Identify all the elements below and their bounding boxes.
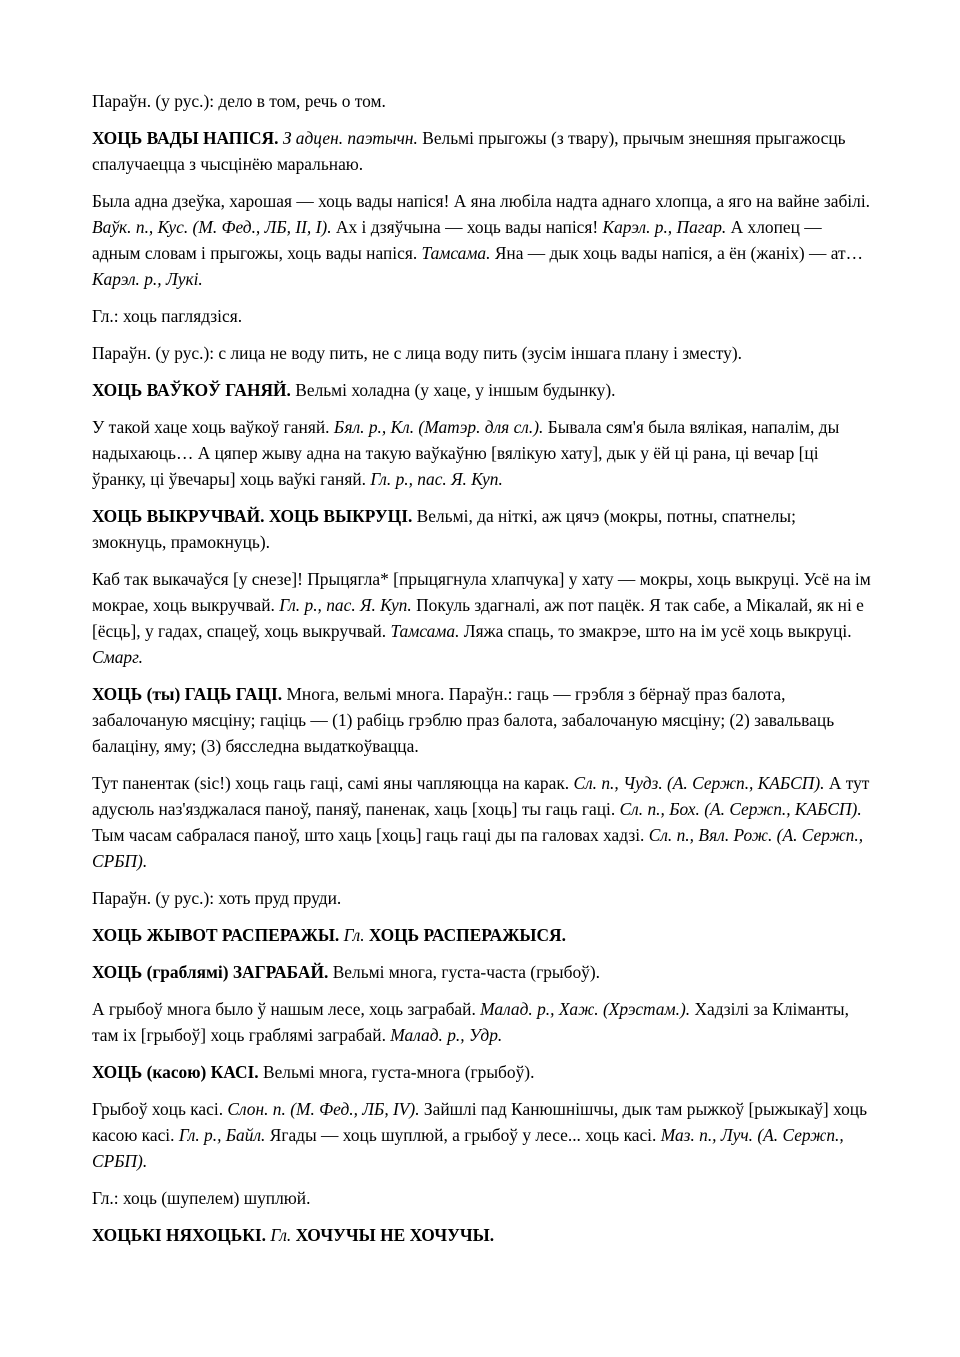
text-run: Тым часам сабралася паноў, што хаць [хоць] гаць гаці ды па галовах хадзі. [92,825,649,845]
entry-headword: ХОЦЬ РАСПЕРАЖЫСЯ. [368,925,566,945]
entry-headword: ХОЦЬ ВАЎКОЎ ГАНЯЙ. [92,380,291,400]
source-reference: Маз. п., Луч. (А. Сержп., СРБП). [92,1125,844,1171]
source-reference: Малад. р., Хаж. (Хрэстам.). [480,999,691,1019]
paragraph [92,303,872,329]
source-reference: Тамсама. [421,243,491,263]
text-run: Ягады — хоць шуплюй, а грыбоў у лесе... хоць касі. [265,1125,661,1145]
paragraph [92,885,872,911]
paragraph [92,188,872,292]
entry-headword: ХОЦЬ ВЫКРУЧВАЙ. ХОЦЬ ВЫКРУЦІ. [92,506,413,526]
text-run: Была адна дзеўка, харошая — хоць вады напіся! А яна любіла надта аднаго хлопца, а яго на вайне забілі. [92,191,871,211]
paragraph [92,922,872,948]
text-run: Каб так выкачаўся [у снезе]! Прыцягла* [прыцягнула хлапчука] у хату — мокры, хоць выкруці. Усё на ім мокрае, хоць выкручвай. [92,569,871,615]
text-run: Покуль здагналі, аж пот пацёк. Я так сабе, а Мікалай, як ні е [ёсць], у гадах, спацеў, хоць выкручвай. [92,595,864,641]
text-run: Вельмі многа, густа-часта (грыбоў). [328,962,600,982]
text-run: Вельмі, да ніткі, аж цячэ (мокры, потны, спатнелы; змокнуць, прамокнуць). [92,506,796,552]
text-run: Гл.: хоць паглядзіся. [92,306,243,326]
source-reference: З адцен. паэтычн. [282,128,418,148]
paragraph [92,414,872,492]
paragraph [92,1096,872,1174]
paragraph [92,1185,872,1211]
text-run: У такой хаце хоць ваўкоў ганяй. [92,417,334,437]
entry-headword: ХОЦЬ ЖЫВОТ РАСПЕРАЖЫ. [92,925,340,945]
source-reference: Гл. р., Байл. [178,1125,266,1145]
text-run: Параўн. (у рус.): дело в том, речь о том. [92,91,386,111]
paragraph [92,88,872,114]
text-run: Параўн. (у рус.): с лица не воду пить, не с лица воду пить (зусім іншага плану і зместу). [92,343,742,363]
source-reference: Сл. п., Бох. (А. Сержп., КАБСП). [619,799,862,819]
text-run: Грыбоў хоць касі. [92,1099,228,1119]
paragraph [92,340,872,366]
text-run: Ляжа спаць, то змакрэе, што на ім усё хоць выкруці. [459,621,852,641]
source-reference: Карэл. р., Пагар. [602,217,727,237]
source-reference: Тамсама. [390,621,460,641]
source-reference: Гл. р., пас. Я. Куп. [279,595,412,615]
text-run: Параўн. (у рус.): хоть пруд пруди. [92,888,342,908]
document-body [92,88,872,1259]
text-run: Вельмі прыгожы (з твару), прычым знешняя прыгажосць спалучаецца з чысцінёю маральнаю. [92,128,846,174]
paragraph [92,996,872,1048]
source-reference: Гл. [270,1225,292,1245]
paragraph [92,959,872,985]
text-run: А хлопец — адным словам і прыгожы, хоць вады напіся. [92,217,822,263]
entry-headword: ХОЦЬ (ты) ГАЦЬ ГАЦІ. [92,684,283,704]
paragraph [92,377,872,403]
entry-headword: ХОЦЬ (касою) КАСІ. [92,1062,259,1082]
text-run: Ах і дзяўчына — хоць вады напіся! [331,217,603,237]
source-reference: Гл. [343,925,365,945]
source-reference: Слон. п. (М. Фед., ЛБ, IV). [227,1099,420,1119]
paragraph [92,1222,872,1248]
source-reference: Карэл. р., Лукі. [92,269,203,289]
text-run: Гл.: хоць (шупелем) шуплюй. [92,1188,311,1208]
paragraph [92,125,872,177]
source-reference: Смарг. [92,647,143,667]
source-reference: Гл. р., пас. Я. Куп. [370,469,503,489]
text-run: Яна — дык хоць вады напіся, а ён (жаніх) — ат… [490,243,864,263]
paragraph [92,770,872,874]
paragraph [92,503,872,555]
paragraph [92,566,872,670]
source-reference: Сл. п., Чудз. (А. Сержп., КАБСП). [573,773,825,793]
text-run: Тут панентак (sic!) хоць гаць гаці, самі яны чапляюцца на карак. [92,773,574,793]
entry-headword: ХОЧУЧЫ НЕ ХОЧУЧЫ. [295,1225,495,1245]
entry-headword: ХОЦЬ ВАДЫ НАПІСЯ. [92,128,279,148]
text-run: Вельмі холадна (у хаце, у іншым будынку). [290,380,616,400]
text-run: Зайшлі пад Канюшнішчы, дык там рыжкоў [рыжыкаў] хоць касою касі. [92,1099,868,1145]
entry-headword: ХОЦЬ (граблямі) ЗАГРАБАЙ. [92,962,329,982]
source-reference: Ваўк. п., Кус. (М. Фед., ЛБ, II, I). [92,217,332,237]
text-run: Бывала сям'я была вялікая, напалім, ды надыхаюць… А цяпер жыву адна на такую ваўкаўню [вялікую хату], дык у ёй ці рана, ці вечар [ці ўранку, ці ўвечары] хоць ваўкі ганяй. [92,417,840,489]
text-run: Хадзілі за Кліманты, там іх [грыбоў] хоць граблямі заграбай. [92,999,849,1045]
paragraph [92,681,872,759]
source-reference: Сл. п., Вял. Рож. (А. Сержп., СРБП). [92,825,864,871]
text-run: Многа, вельмі многа. Параўн.: гаць — грэбля з бёрнаў праз балота, забалочаную мясціну; гаціць — (1) рабіць грэблю праз балота, забалочаную мясціну; (2) завальваць балаціну, яму; (3) бясследна выдаткоўвацца. [92,684,835,756]
text-run: А грыбоў многа было ў нашым лесе, хоць заграбай. [92,999,481,1019]
paragraph [92,1059,872,1085]
entry-headword: ХОЦЬКІ НЯХОЦЬКІ. [92,1225,266,1245]
source-reference: Бял. р., Кл. (Матэр. для сл.). [333,417,544,437]
text-run: Вельмі многа, густа-многа (грыбоў). [258,1062,535,1082]
text-run: А тут адусюль наз'язджалася паноў, паняў, паненак, хаць [хоць] ты гаць гаці. [92,773,870,819]
source-reference: Малад. р., Удр. [390,1025,503,1045]
